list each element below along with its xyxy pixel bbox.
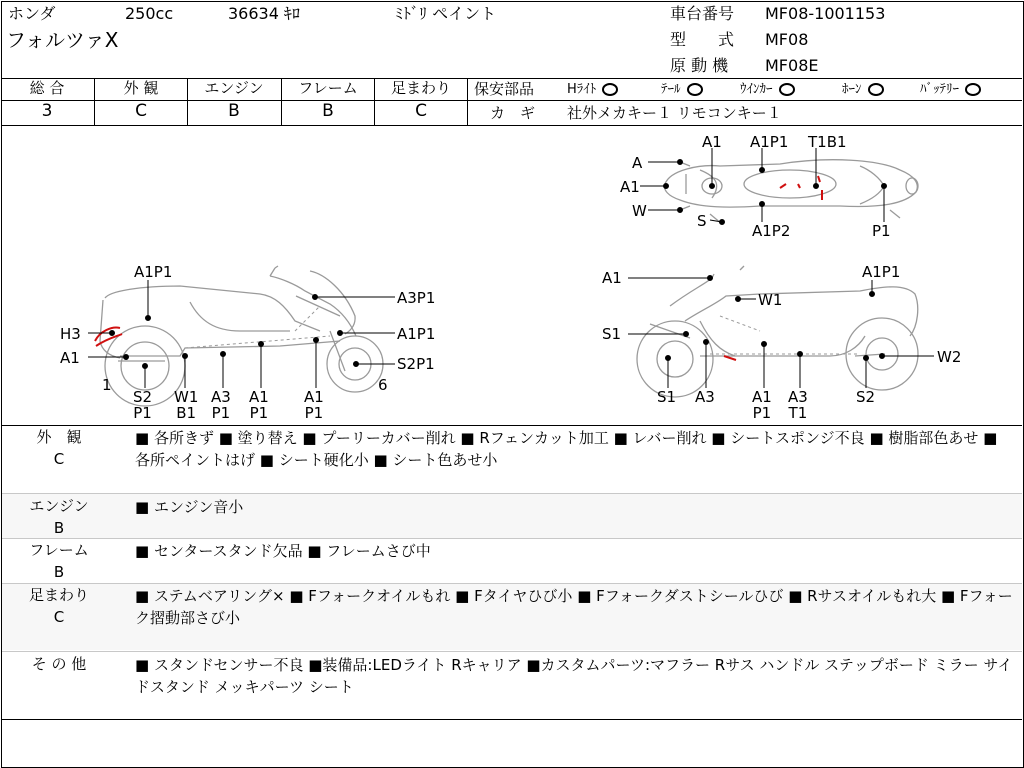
callout: A3P1 [397, 289, 436, 307]
callout: A1 P1 [249, 388, 269, 422]
grade-exterior: C [135, 101, 147, 121]
section-title: 足まわり [28, 586, 89, 604]
callout: W1 B1 [174, 388, 199, 422]
divider [94, 78, 95, 125]
section-text: ■ 各所きず ■ 塗り替え ■ プーリーカバー削れ ■ Rフェンカット加工 ■ レバー削れ ■ シートスポンジ不良 ■ 樹脂部色あせ ■ 各所ペイントはげ ■ シート硬化小 ■ シート色あせ小 [135, 429, 998, 469]
safety-item-tail: ﾃｰﾙ [661, 83, 703, 96]
section-grade: B [53, 563, 65, 581]
divider [2, 583, 1022, 584]
divider [2, 425, 1022, 426]
section-text: ■ ステムベアリング× ■ Fフォークオイルもれ ■ Fタイヤひび小 ■ Fフォークダストシールひび ■ Rサスオイルもれ大 ■ Fフォーク摺動部さび小 [135, 587, 1013, 627]
divider [2, 538, 1022, 539]
grade-frame: B [322, 101, 334, 121]
key-label: カ ギ [490, 104, 536, 122]
section-grade: B [53, 519, 65, 537]
callout: A1 [602, 269, 622, 287]
ok-circle-icon [602, 83, 618, 96]
safety-item-headlight: Hﾗｲﾄ [567, 83, 618, 96]
callout: W2 [937, 348, 962, 366]
grade-header-engine: エンジン [204, 79, 264, 97]
callout: 6 [378, 376, 388, 394]
divider [2, 651, 1022, 652]
section-title: フレーム [29, 541, 89, 559]
section-title: エンジン [29, 497, 89, 515]
section-title: そ の 他 [31, 655, 87, 673]
maker: ホンダ [8, 4, 56, 23]
right-view-scooter [637, 263, 918, 397]
section-text: ■ スタンドセンサー不良 ■装備品:LEDライト Rキャリア ■カスタムパーツ:マフラー Rサス ハンドル ステップボード ミラー サイドスタンド メッキパーツ シート [135, 656, 1013, 696]
callout: A3 P1 [211, 388, 231, 422]
frame-no-label: 車台番号 [670, 4, 735, 23]
divider [2, 100, 1022, 101]
displacement: 250cc [125, 4, 174, 23]
callout: S1 [602, 325, 622, 343]
callout: A1 P1 [304, 388, 324, 422]
safety-item-horn: ﾎｰﾝ [842, 83, 884, 96]
left-view-scooter [100, 263, 383, 406]
grade-header-suspension: 足まわり [390, 79, 451, 97]
color: ﾐﾄﾞﾘ ペイント [395, 4, 497, 23]
section-title: 外 観 [36, 428, 82, 446]
ok-circle-icon [779, 83, 795, 96]
section-text: ■ エンジン音小 [135, 498, 244, 516]
callout: A1 P1 [752, 388, 772, 422]
divider [374, 78, 375, 125]
grade-header-overall: 総 合 [29, 79, 65, 97]
callout: A1 [702, 133, 722, 151]
callout: T1B1 [808, 133, 847, 151]
divider [2, 719, 1022, 720]
callout: S2P1 [397, 355, 435, 373]
mileage: 36634 ｷﾛ [228, 4, 300, 23]
section-grade: C [53, 608, 65, 626]
callout: W1 [758, 291, 783, 309]
safety-item-battery: ﾊﾞｯﾃﾘｰ [920, 83, 981, 96]
callout: H3 [60, 325, 81, 343]
callout: A3 T1 [788, 388, 808, 422]
grade-header-frame: フレーム [298, 79, 358, 97]
divider [187, 78, 188, 125]
callout: A1 [620, 178, 640, 196]
callout: W [632, 202, 647, 220]
callout: 1 [102, 376, 112, 394]
callout: A1P1 [750, 133, 789, 151]
engine-label: 原 動 機 [670, 56, 729, 75]
key-value: 社外メカキー１ リモコンキー１ [567, 104, 782, 122]
engine-value: MF08E [765, 56, 819, 75]
callout: A1P1 [134, 263, 173, 281]
safety-label: 保安部品 [474, 80, 535, 98]
callout: S [697, 212, 707, 230]
callout: A [632, 154, 643, 172]
callout: S2 P1 [133, 388, 153, 422]
callout: A1P1 [862, 263, 901, 281]
frame-no: MF08-1001153 [765, 4, 886, 23]
divider [281, 78, 282, 125]
callout: P1 [872, 222, 891, 240]
callout: A3 [695, 388, 715, 406]
section-text: ■ センタースタンド欠品 ■ フレームさび中 [135, 542, 431, 560]
divider [467, 78, 468, 125]
type-value: MF08 [765, 30, 809, 49]
section-grade: C [53, 450, 65, 468]
grade-overall: 3 [41, 101, 53, 121]
safety-item-winker: ｳｲﾝｶｰ [740, 83, 795, 96]
grade-suspension: C [415, 101, 427, 121]
grade-header-exterior: 外 観 [123, 79, 159, 97]
ok-circle-icon [868, 83, 884, 96]
divider [2, 493, 1022, 494]
ok-circle-icon [687, 83, 703, 96]
callout: S2 [856, 388, 876, 406]
callout: S1 [657, 388, 677, 406]
model-name: フォルツァX [6, 28, 119, 52]
callout: A1 [60, 349, 80, 367]
type-label: 型 式 [670, 30, 735, 49]
callout: A1P1 [397, 325, 436, 343]
callout: A1P2 [752, 222, 791, 240]
grade-engine: B [228, 101, 240, 121]
ok-circle-icon [965, 83, 981, 96]
